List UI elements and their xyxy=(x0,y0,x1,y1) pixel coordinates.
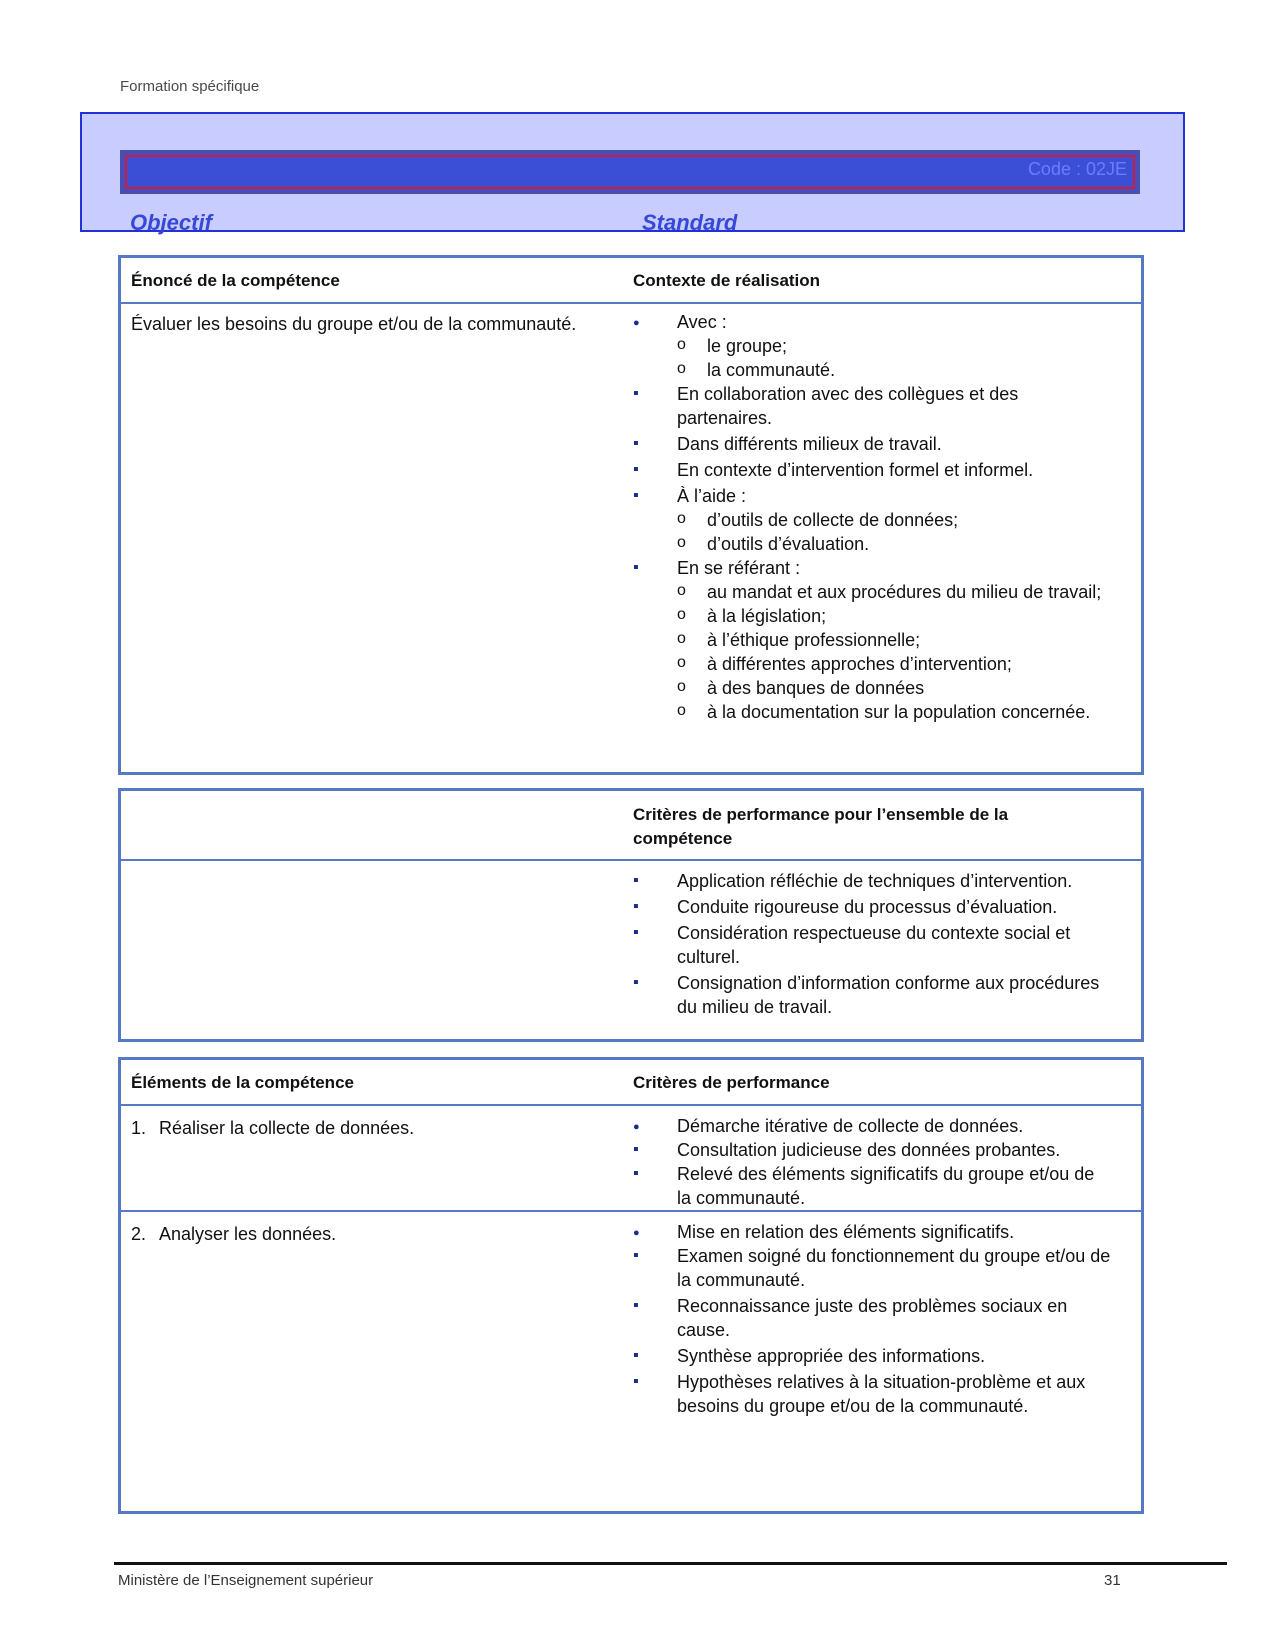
code-bar-frame xyxy=(125,155,1135,189)
list-item: ▪ Consultation judicieuse des données probantes. xyxy=(633,1138,1113,1162)
element-row-2 xyxy=(121,1212,1141,1511)
running-head: Formation spécifique xyxy=(120,78,260,95)
list-subitem: o à des banques de données xyxy=(677,676,1113,700)
list-subitem: o d’outils de collecte de données; xyxy=(677,508,1113,532)
list-item: ▪ En se référant : o au mandat et aux procédures du milieu de travail; o à la législation; o à l’éthique professionnelle; o à différentes approches d’intervention; o à des banques de données o à la documentation sur la population concernée. xyxy=(633,556,1113,724)
footer-rule xyxy=(114,1562,1227,1565)
code-label: Code : 02JE xyxy=(1027,159,1127,179)
overall-criteria-box xyxy=(118,788,1144,1042)
list-item: ▪ Examen soigné du fonctionnement du groupe et/ou de la communauté. xyxy=(633,1244,1113,1292)
box1-header-row xyxy=(121,258,1141,304)
page-number: 31 xyxy=(1104,1572,1121,1589)
list-item: ▪ Hypothèses relatives à la situation-problème et aux besoins du groupe et/ou de la communauté. xyxy=(633,1370,1113,1418)
list-item: ▪ Relevé des éléments significatifs du groupe et/ou de la communauté. xyxy=(633,1162,1113,1210)
list-item: ● Démarche itérative de collecte de données. xyxy=(633,1114,1113,1138)
element-label: 2. Analyser les données. xyxy=(131,1224,337,1244)
standard-label: Standard xyxy=(642,210,738,235)
footer-ministry: Ministère de l’Enseignement supérieur xyxy=(118,1572,374,1589)
criteria-header: Critères de performance xyxy=(633,1073,830,1092)
list-item: ▪ Application réfléchie de techniques d’intervention. xyxy=(633,869,1113,893)
list-item: ● Mise en relation des éléments significatifs. xyxy=(633,1220,1113,1244)
list-item: ▪ En collaboration avec des collègues et des partenaires. xyxy=(633,382,1113,430)
title-band xyxy=(80,112,1185,235)
competence-statement: Évaluer les besoins du groupe et/ou de la communauté. xyxy=(131,314,577,334)
list-subitem: o d’outils d’évaluation. xyxy=(677,532,1113,556)
context-list xyxy=(633,310,1113,724)
list-subitem: o à la législation; xyxy=(677,604,1113,628)
box2-header-row xyxy=(121,791,1141,861)
list-subitem: o la communauté. xyxy=(677,358,1113,382)
competence-statement-header: Énoncé de la compétence xyxy=(131,271,340,290)
element-row-1 xyxy=(121,1106,1141,1212)
overall-criteria-header: Critères de performance pour l’ensemble de la compétence xyxy=(633,805,1009,848)
element-criteria-list xyxy=(633,1114,1113,1210)
list-item: ▪ Dans différents milieux de travail. xyxy=(633,432,1113,456)
competence-context-box xyxy=(118,255,1144,775)
list-item: ▪ À l’aide : o d’outils de collecte de données; o d’outils d’évaluation. xyxy=(633,484,1113,556)
list-subitem: o au mandat et aux procédures du milieu de travail; xyxy=(677,580,1113,604)
list-item: ▪ Conduite rigoureuse du processus d’évaluation. xyxy=(633,895,1113,919)
element-criteria-list xyxy=(633,1220,1113,1418)
list-subitem: o à la documentation sur la population concernée. xyxy=(677,700,1113,724)
context-header: Contexte de réalisation xyxy=(633,271,821,290)
list-subitem: o à l’éthique professionnelle; xyxy=(677,628,1113,652)
list-item: ▪ Considération respectueuse du contexte social et culturel. xyxy=(633,921,1113,969)
code-bar xyxy=(120,150,1140,194)
list-item: ● Avec : o le groupe; o la communauté. xyxy=(633,310,1113,382)
objectif-label: Objectif xyxy=(130,210,212,235)
box3-header-row xyxy=(121,1060,1141,1106)
list-subitem: o le groupe; xyxy=(677,334,1113,358)
list-item: ▪ Consignation d’information conforme aux procédures du milieu de travail. xyxy=(633,971,1113,1019)
element-label: 1. Réaliser la collecte de données. xyxy=(131,1118,415,1138)
elements-header: Éléments de la compétence xyxy=(131,1073,354,1092)
list-item: ▪ Synthèse appropriée des informations. xyxy=(633,1344,1113,1368)
list-subitem: o à différentes approches d’intervention; xyxy=(677,652,1113,676)
list-item: ▪ En contexte d’intervention formel et informel. xyxy=(633,458,1113,482)
list-item: ▪ Reconnaissance juste des problèmes sociaux en cause. xyxy=(633,1294,1113,1342)
overall-criteria-list xyxy=(633,869,1113,1019)
elements-criteria-box xyxy=(118,1057,1144,1514)
